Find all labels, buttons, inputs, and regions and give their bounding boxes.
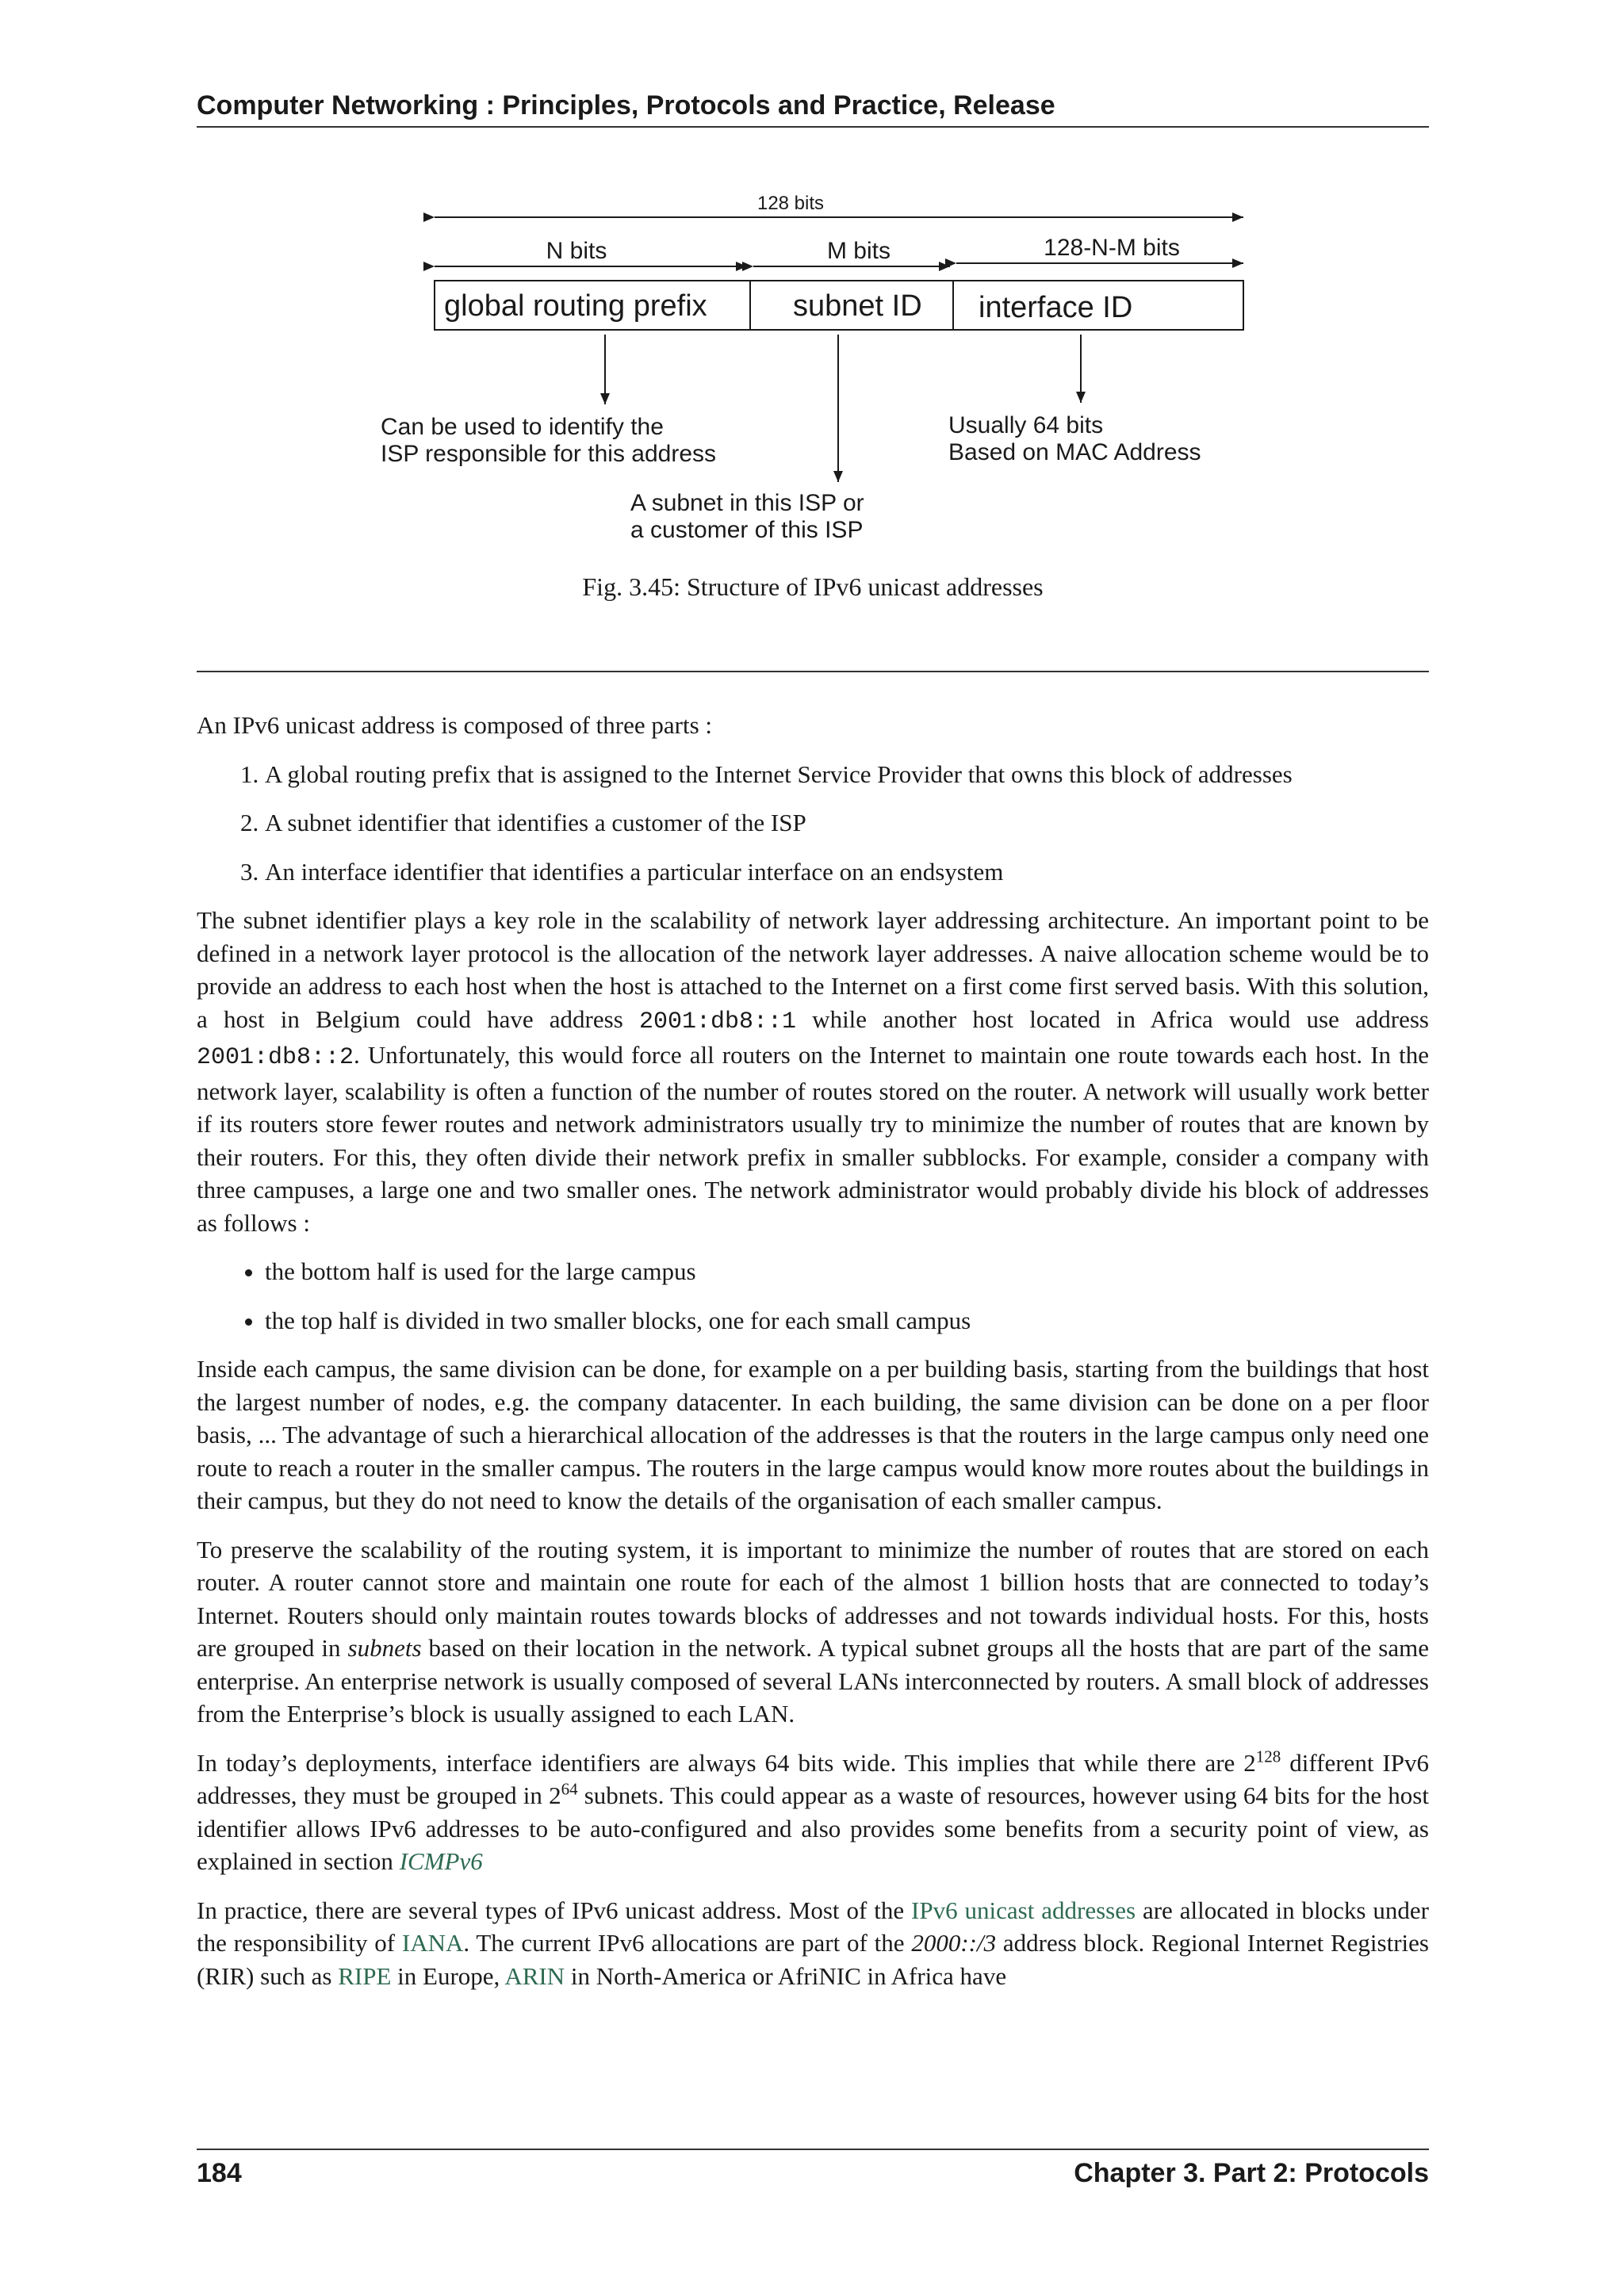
list-item: 3. An interface identifier that identifies a particular interface on an endsystem: [265, 855, 1429, 889]
paragraph-campus: Inside each campus, the same division can be done, for example on a per building basis, starting from the buildings that host the largest number of nodes, e.g. the company datacenter. In each building, the same division can be done on a per floor basis, ... The advantage of such a hierarchical allocation of the addresses is that the routers in the large campus only need one route to reach a router in the smaller campus. The routers in the large campus would know more routes about the buildings in their campus, but they do not need to know the details of the organisation of each smaller campus.: [197, 1355, 1429, 1514]
note-prefix-line2: ISP responsible for this address: [381, 441, 717, 467]
figure-caption: Fig. 3.45: Structure of IPv6 unicast addresses: [582, 572, 1044, 601]
total-bits-label: 128 bits: [756, 193, 825, 214]
intro-paragraph: An IPv6 unicast address is composed of three parts :: [197, 711, 713, 739]
paragraph-scalability: To preserve the scalability of the routing system, it is important to minimize the number of routes that are stored on each router. A router cannot store and maintain one route for each of the almost 1 billion hosts that are connected to today’s Internet. Routers should only maintain routes towards blocks of addresses and not towards individual hosts. For this, hosts are grouped in subnets based on their location in the network. A typical subnet groups all the hosts that are part of the same enterprise. An enterprise network is usually composed of several LANs interconnected by routers. A small block of addresses from the Enterprise’s block is usually assigned to each LAN.: [197, 1535, 1429, 1728]
note-interface-line1: Usually 64 bits: [948, 412, 1104, 438]
m-bits-label: M bits: [826, 238, 891, 264]
link-iana[interactable]: IANA: [401, 1929, 464, 1957]
section-divider: [197, 671, 1429, 672]
running-header: Computer Networking : Principles, Protocols and Practice, Release: [197, 90, 1429, 128]
body-text: [197, 709, 1429, 2008]
rest-bits-label: 128-N-M bits: [1044, 235, 1180, 261]
paragraph-interface-identifiers: In today’s deployments, interface identifiers are always 64 bits wide. This implies that while there are $2^{128}$ different IPv6 addresses, they must be grouped in $2^{64}$ subnets. This could appear as a waste of resources, however using 64 bits for the host identifier allows IPv6 addresses to be auto-configured and also provides some benefits from a security point of view, as explained in section ICMPv6: [197, 1747, 1429, 1875]
field-global-routing-prefix: global routing prefix: [444, 289, 707, 323]
link-arin[interactable]: ARIN: [504, 1961, 565, 1990]
list-item: 1. A global routing prefix that is assigned to the Internet Service Provider that owns this block of addresses: [265, 758, 1429, 791]
list-item: • the bottom half is used for the large campus: [265, 1255, 1429, 1288]
list-item: • the top half is divided in two smaller blocks, one for each small campus: [265, 1304, 1429, 1337]
code-address-2: 2001:db8::2: [197, 1044, 354, 1071]
chapter-title: Chapter 3. Part 2: Protocols: [1074, 2158, 1429, 2188]
link-icmpv6[interactable]: ICMPv6: [399, 1847, 483, 1875]
note-interface-line2: Based on MAC Address: [948, 439, 1201, 465]
page-footer: [197, 2149, 1429, 2189]
paragraph-subnet-identifier: The subnet identifier plays a key role in the scalability of network layer addressing architecture. An important point to be defined in a network layer protocol is the allocation of the network layer addresses. A naive allocation scheme would be to provide an address to each host when the host is attached to the Internet on a first come first served basis. With this solution, a host in Belgium could have address 2001:db8::1 while another host located in Africa would use address 2001:db8::2. Unfortunately, this would force all routers on the Internet to maintain one route towards each host. In the network layer, scalability is often a function of the number of routes stored on the router. A network will usually work better if its routers store fewer routes and network administrators usually try to minimize the number of routes that are known by their routers. For this, they often divide their network prefix in smaller subblocks. For example, consider a company with three campuses, a large one and two smaller ones. The network administrator would probably divide his block of addresses as follows :: [197, 906, 1429, 1237]
note-subnet-line2: a customer of this ISP: [630, 517, 864, 543]
note-prefix-line1: Can be used to identify the: [381, 414, 664, 440]
code-address-1: 2001:db8::1: [638, 1008, 796, 1035]
page-number: 184: [197, 2158, 242, 2188]
n-bits-label: N bits: [546, 238, 607, 264]
list-item: 2. A subnet identifier that identifies a customer of the ISP: [265, 806, 1429, 840]
campus-division-list: [197, 1255, 1429, 1337]
field-interface-id: interface ID: [979, 291, 1133, 324]
address-parts-list: [197, 758, 1429, 889]
ipv6-address-structure-figure: [373, 187, 1269, 544]
link-ipv6-unicast-addresses[interactable]: IPv6 unicast addresses: [911, 1896, 1136, 1924]
link-ripe[interactable]: RIPE: [338, 1961, 392, 1990]
field-subnet-id: subnet ID: [793, 289, 922, 323]
note-subnet-line1: A subnet in this ISP or: [630, 490, 864, 516]
paragraph-allocations: In practice, there are several types of IPv6 unicast address. Most of the IPv6 unicast addresses are allocated in blocks under the responsibility of IANA. The current IPv6 allocations are part of the 2000::/3 address block. Regional Internet Registries (RIR) such as RIPE in Europe, ARIN in North-America or AfriNIC in Africa have: [197, 1896, 1429, 1990]
